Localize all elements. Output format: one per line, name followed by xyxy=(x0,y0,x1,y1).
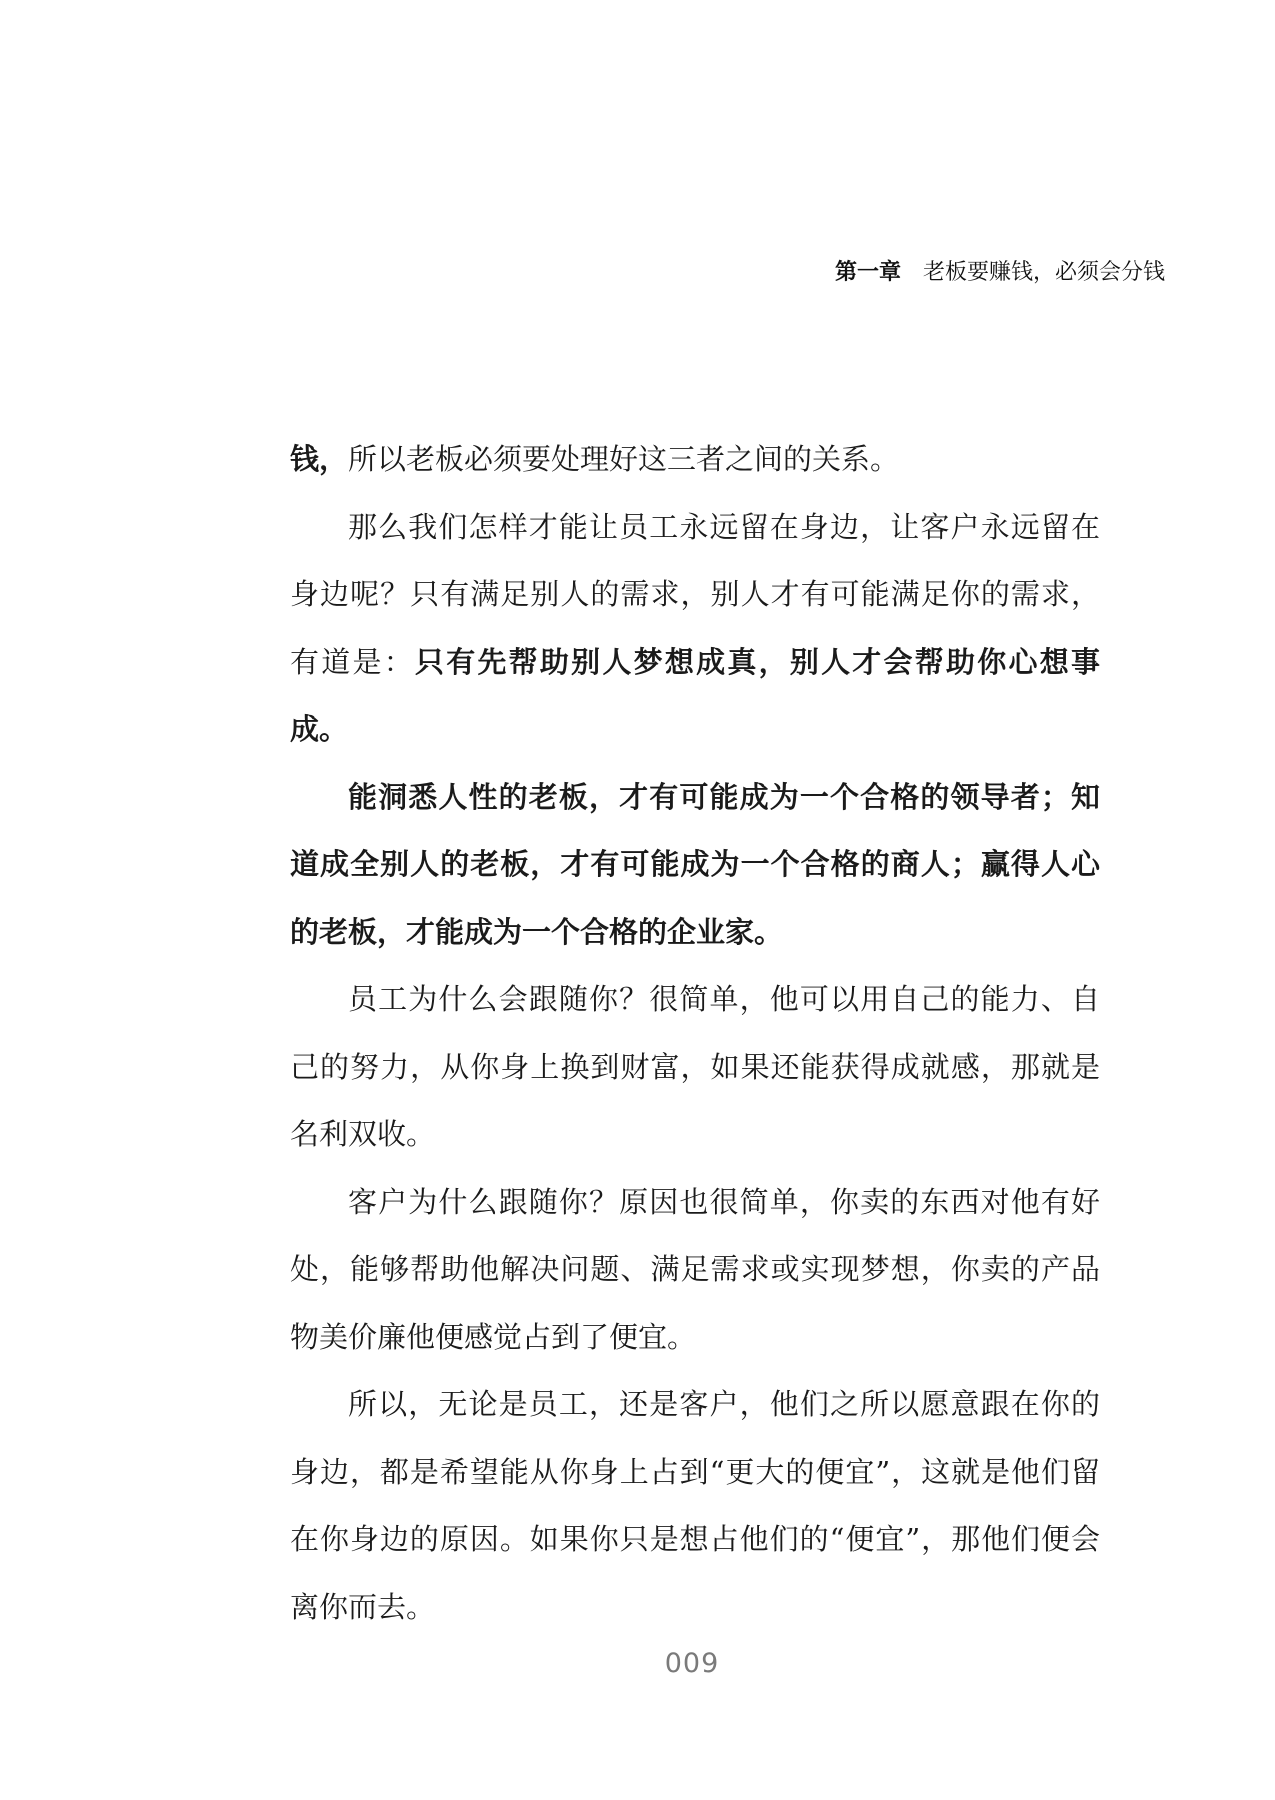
page-number: 009 xyxy=(664,1648,720,1679)
paragraph-1-text: 所以老板必须要处理好这三者之间的关系。 xyxy=(348,442,900,476)
paragraph-4: 员工为什么会跟随你？很简单，他可以用自己的能力、自己的努力，从你身上换到财富，如果还能获得成就感，那就是名利双收。 xyxy=(290,982,1100,1151)
chapter-number: 第一章 xyxy=(834,260,901,285)
running-header xyxy=(835,255,1165,286)
paragraph-2-text: 那么我们怎样才能让员工永远留在身边，让客户永远留在身边呢？只有满足别人的需求，别人才有可能满足你的需求，有道是： xyxy=(290,509,1100,679)
paragraph-6: 所以，无论是员工，还是客户，他们之所以愿意跟在你的身边，都是希望能从你身上占到“更大的便宜”，这就是他们留在你身边的原因。如果你只是想占他们的“便宜”，那他们便会离你而去。 xyxy=(290,1387,1100,1624)
chapter-title: 老板要赚钱，必须会分钱 xyxy=(922,260,1165,285)
paragraph-2 xyxy=(290,494,1100,764)
paragraph-1-bold: 钱， xyxy=(290,442,349,476)
body-text xyxy=(290,426,1100,1641)
paragraph-5: 客户为什么跟随你？原因也很简单，你卖的东西对他有好处，能够帮助他解决问题、满足需求或实现梦想，你卖的产品物美价廉他便感觉占到了便宜。 xyxy=(290,1184,1100,1354)
paragraph-2-bold: 只有先帮助别人梦想成真，别人才会帮助你心想事成。 xyxy=(290,644,1100,746)
paragraph-1 xyxy=(290,426,1100,494)
paragraph-3: 能洞悉人性的老板，才有可能成为一个合格的领导者；知道成全别人的老板，才有可能成为一个合格的商人；赢得人心的老板，才能成为一个合格的企业家。 xyxy=(290,779,1100,949)
